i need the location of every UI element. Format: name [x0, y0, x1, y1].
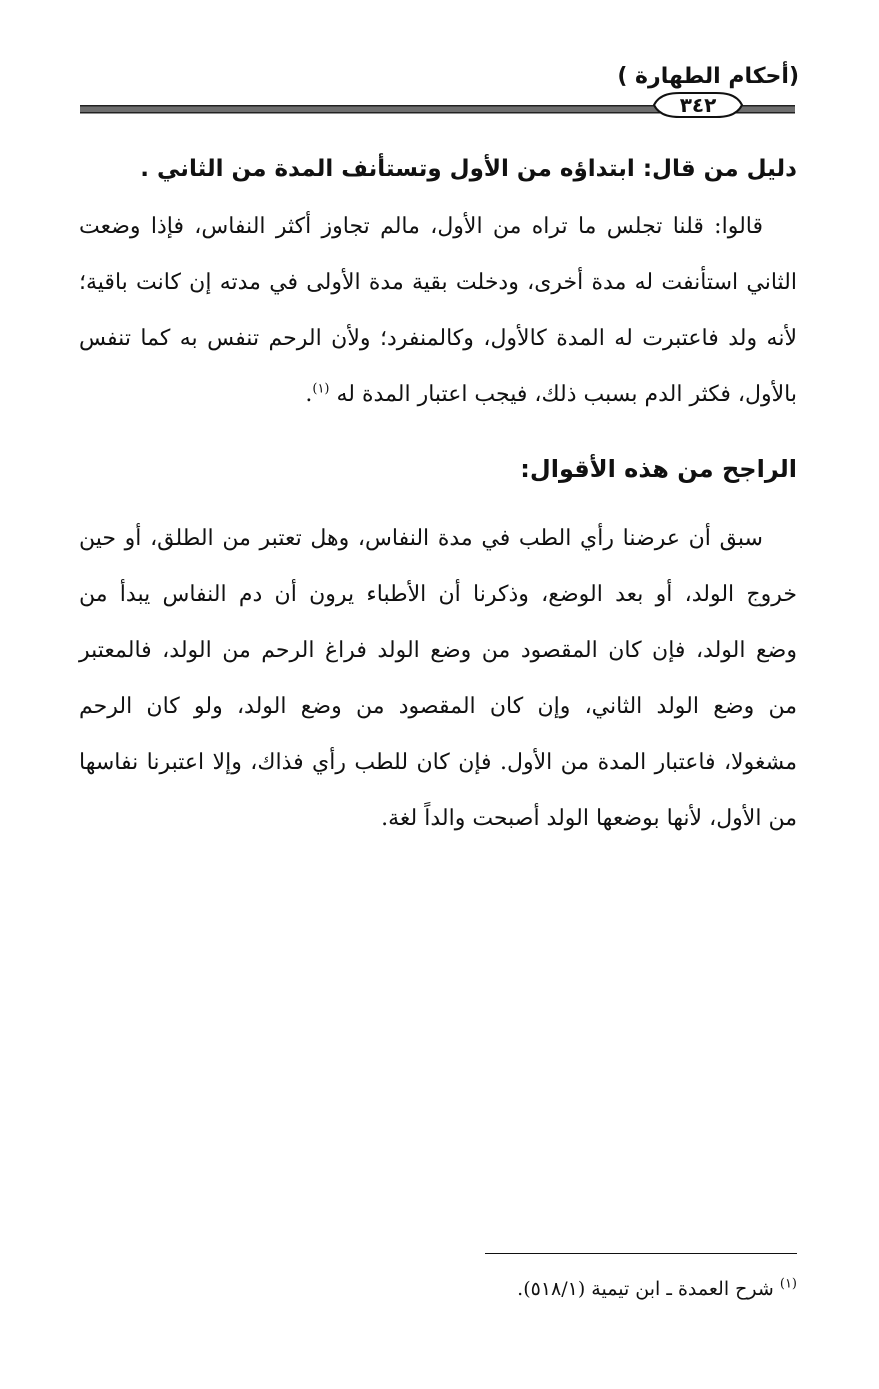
section-heading-preferred: الراجح من هذه الأقوال:	[520, 455, 797, 483]
text-line-content: بالأول، فكثر الدم بسبب ذلك، فيجب اعتبار المدة له	[336, 382, 797, 407]
section-heading-evidence: دليل من قال: ابتداؤه من الأول وتستأنف المدة من الثاني .	[140, 156, 797, 182]
running-title: (أحكام الطهارة )	[617, 64, 799, 89]
text-line: قالوا: قلنا تجلس ما تراه من الأول، مالم تجاوز أكثر النفاس، فإذا وضعت	[79, 214, 763, 239]
text-line: من وضع الولد الثاني، وإن كان المقصود من وضع الولد، ولو كان الرحم	[79, 694, 797, 719]
text-line: خروج الولد، أو بعد الوضع، وذكرنا أن الأطباء يرون أن دم النفاس يبدأ من	[79, 582, 797, 607]
paragraph-evidence	[79, 199, 797, 423]
text-line: بالأول، فكثر الدم بسبب ذلك، فيجب اعتبار المدة له $^{(١)}$.	[305, 381, 797, 407]
footnote-divider	[485, 1253, 797, 1254]
footnote-marker: (١)	[779, 1276, 797, 1292]
footnote-reference: (١)	[312, 381, 330, 397]
text-line: وضع الولد، فإن كان المقصود من وضع الولد فراغ الرحم من الولد، فالمعتبر	[79, 638, 797, 663]
paragraph-preferred	[79, 511, 797, 847]
page-number: ٣٤٢	[679, 93, 717, 117]
text-line: من الأول، لأنها بوضعها الولد أصبحت والداً لغة.	[381, 806, 797, 831]
footnote	[517, 1278, 797, 1300]
footnote-text: شرح العمدة ـ ابن تيمية (٥١٨/١).	[517, 1278, 774, 1300]
text-line: مشغولا، فاعتبار المدة من الأول. فإن كان للطب رأي فذاك، وإلا اعتبرنا نفاسها	[79, 750, 797, 775]
text-line: سبق أن عرضنا رأي الطب في مدة النفاس، وهل تعتبر من الطلق، أو حين	[79, 526, 763, 551]
text-line: لأنه ولد فاعتبرت له المدة كالأول، وكالمنفرد؛ ولأن الرحم تنفس به كما تنفس	[79, 326, 797, 351]
text-line: الثاني استأنفت له مدة أخرى، ودخلت بقية مدة الأولى في مدته إن كانت باقية؛	[79, 270, 797, 295]
